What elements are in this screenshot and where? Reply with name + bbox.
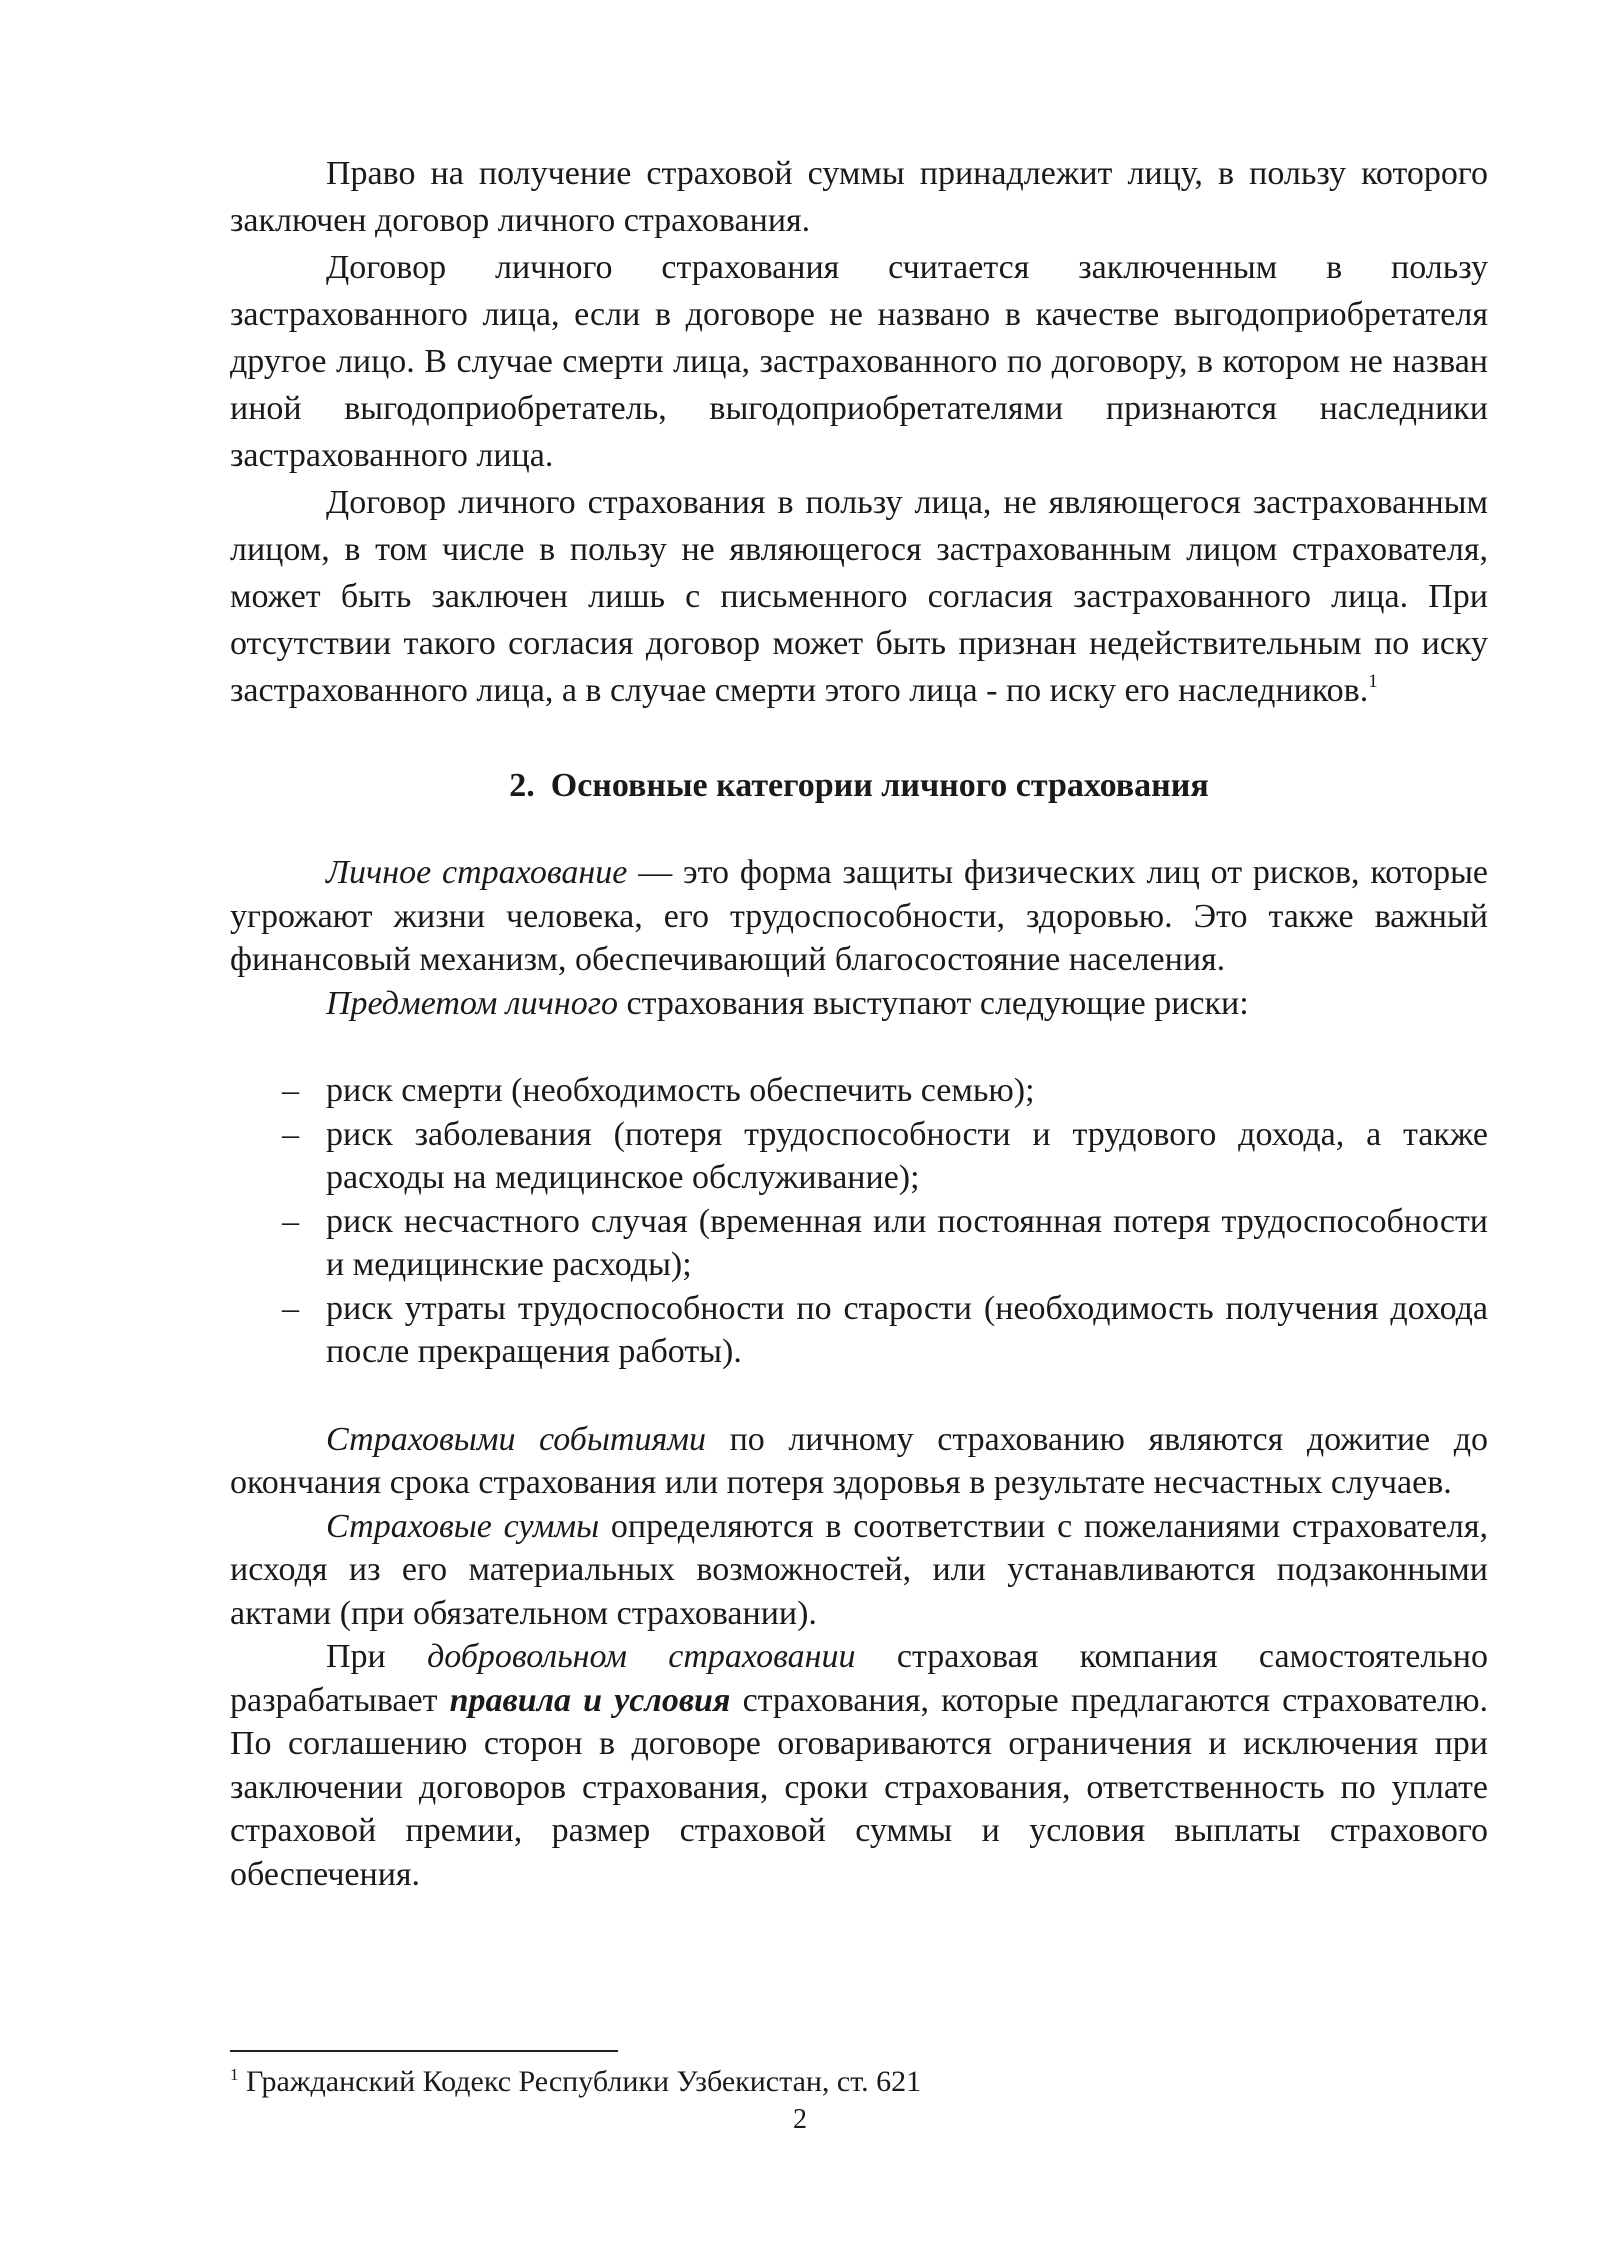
list-dash: – xyxy=(282,1072,299,1109)
term-voluntary-insurance: добровольном страховании xyxy=(427,1638,856,1675)
risks-list xyxy=(230,1069,1488,1374)
page-number: 2 xyxy=(793,2104,807,2135)
paragraph-consent: Договор личного страхования в пользу лица, не являющегося застрахованным лицом, в том числе в пользу не являющегося застрахованным лицом страхователя, может быть заключен лишь с письменного согласия застрахованного лица. При отсутствии такого согласия договор может быть признан недействительным по иску застрахованного лица, а в случае смерти этого лица - по иску его наследников.$^1$ xyxy=(230,484,1488,709)
footnote-mark: 1 xyxy=(230,2065,239,2084)
footnote-reference[interactable]: 1 xyxy=(1368,671,1378,692)
paragraph-beneficiary: Договор личного страхования считается заключенным в пользу застрахованного лица, если в договоре не названо в качестве выгодоприобретателя другое лицо. В случае смерти лица, застрахованного по договору, в котором не назван иной выгодоприобретатель, выгодоприобретателями признаются наследники застрахованного лица. xyxy=(230,249,1488,474)
paragraph-insured-sums: Страховые суммы определяются в соответствии с пожеланиями страхователя, исходя из его материальных возможностей, или устанавливаются подзаконными актами (при обязательном страховании). xyxy=(230,1507,1489,1632)
list-item: – риск смерти (необходимость обеспечить семью); xyxy=(230,1069,1488,1113)
document-page xyxy=(230,150,1488,1896)
term-personal-insurance: Личное страхование xyxy=(326,854,628,891)
section-number: 2. xyxy=(509,767,535,804)
paragraph-insured-events: Страховыми событиями по личному страхованию являются дожитие до окончания срока страхования или потеря здоровья в результате несчастных случаев. xyxy=(230,1420,1488,1501)
footnote-divider xyxy=(230,2050,618,2052)
term-insured-sums: Страховые суммы xyxy=(326,1507,600,1545)
list-dash: – xyxy=(282,1289,299,1327)
footnote-text: Гражданский Кодекс Республики Узбекистан, ст. 621 xyxy=(238,2065,922,2098)
term-insured-events: Страховыми событиями xyxy=(326,1420,706,1458)
list-dash: – xyxy=(282,1202,299,1240)
list-item: – риск несчастного случая (временная или постоянная потеря трудоспособности и медицинские расходы); xyxy=(230,1200,1488,1287)
paragraph-insurance-right: Право на получение страховой суммы принадлежит лицу, в пользу которого заключен договор личного страхования. xyxy=(230,155,1488,239)
list-dash: – xyxy=(282,1115,299,1153)
section-title: Основные категории личного страхования xyxy=(550,767,1209,804)
paragraph-subject: Предметом личного страхования выступают следующие риски: xyxy=(326,984,1249,1022)
footnote xyxy=(230,2064,921,2100)
section-heading xyxy=(230,762,1488,809)
list-item: – риск заболевания (потеря трудоспособности и трудового дохода, а также расходы на медицинское обслуживание); xyxy=(230,1113,1488,1200)
paragraph-definition: Личное страхование — это форма защиты физических лиц от рисков, которые угрожают жизни человека, его трудоспособности, здоровью. Это также важный финансовый механизм, обеспечивающий благосостояние населения. xyxy=(230,854,1489,978)
paragraph-voluntary: При добровольном страховании страховая компания самостоятельно разрабатывает правила и условия страхования, которые предлагаются страхователю. По соглашению сторон в договоре оговариваются ограничения и исключения при заключении договоров страхования, сроки страхования, ответственность по уплате страховой премии, размер страховой суммы и условия выплаты страхового обеспечения. xyxy=(230,1638,1489,1893)
list-item: – риск утраты трудоспособности по старости (необходимость получения дохода после прекращения работы). xyxy=(230,1287,1488,1374)
term-rules-conditions: правила и условия xyxy=(449,1681,731,1719)
term-subject: Предметом личного xyxy=(326,984,618,1022)
